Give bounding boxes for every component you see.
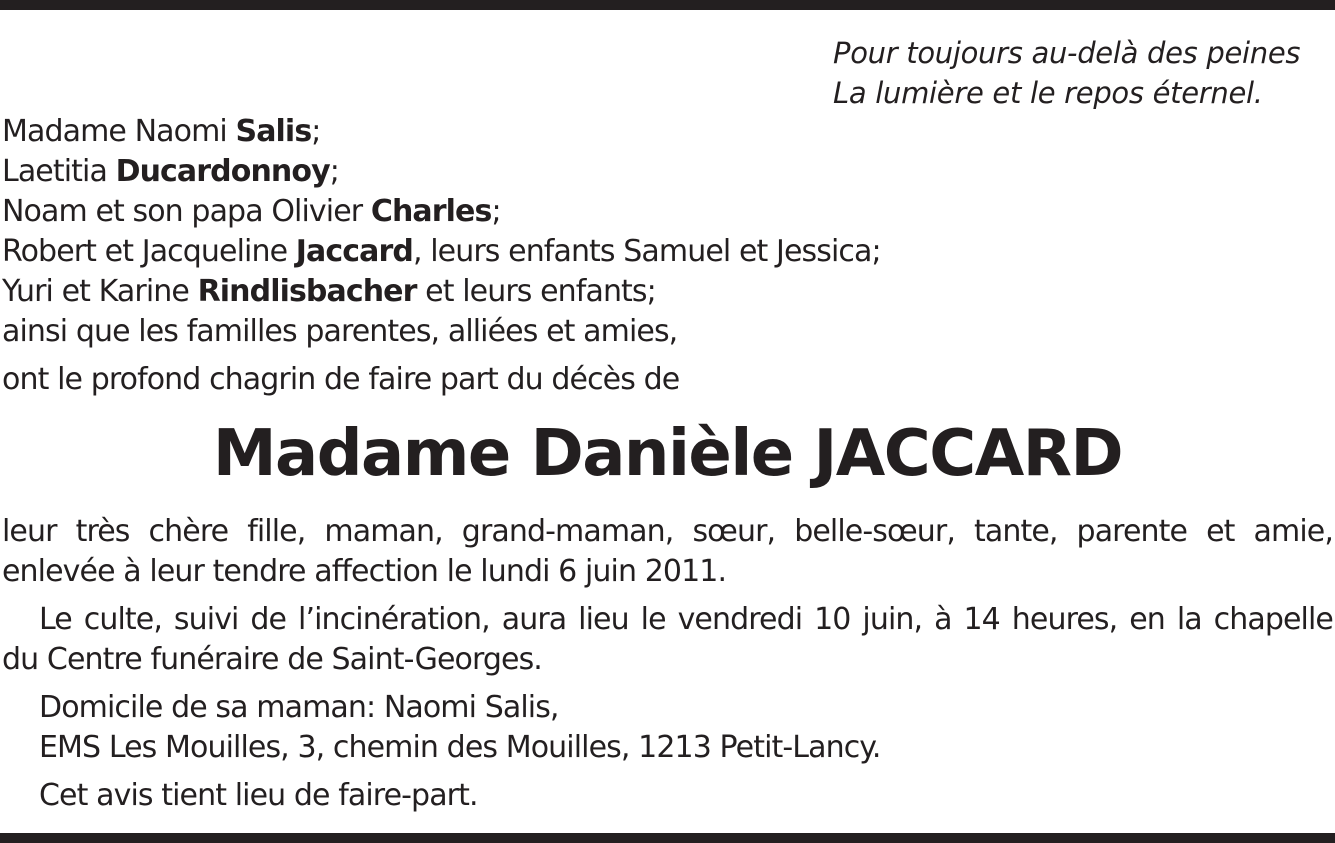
- family-text: ;: [311, 114, 321, 149]
- family-line: [2, 112, 1322, 152]
- family-text: ;: [329, 154, 339, 189]
- relation-line: leur très chère fille, maman, grand-maman, sœur, belle-sœur, tante, parente et amie,: [2, 514, 1333, 549]
- announcement: ont le profond chagrin de faire part du décès de: [2, 362, 680, 397]
- families-line: ainsi que les familles parentes, alliées et amies,: [2, 314, 678, 349]
- family-text: et leurs enfants;: [416, 274, 656, 309]
- notice-body: [2, 512, 1333, 816]
- bottom-rule: [0, 833, 1335, 843]
- closing-line: Cet avis tient lieu de faire-part.: [39, 778, 478, 813]
- family-line: [2, 272, 1322, 312]
- family-surname: Salis: [235, 114, 312, 149]
- family-text: Madame Naomi: [2, 114, 236, 149]
- ceremony-line: Le culte, suivi de l’incinération, aura lieu le vendredi 10 juin, à 14 heures, en la chapelle: [39, 602, 1333, 637]
- family-text: Robert et Jacqueline: [2, 234, 296, 269]
- relation-line: enlevée à leur tendre affection le lundi 6 juin 2011.: [2, 554, 727, 589]
- family-text: Laetitia: [2, 154, 116, 189]
- family-line: [2, 152, 1322, 192]
- family-text: Yuri et Karine: [2, 274, 198, 309]
- family-text: , leurs enfants Samuel et Jessica;: [412, 234, 881, 269]
- family-list: [2, 112, 1322, 400]
- family-text: Noam et son papa Olivier: [2, 194, 371, 229]
- family-text: ;: [491, 194, 501, 229]
- family-surname: Charles: [370, 194, 492, 229]
- family-surname: Ducardonnoy: [115, 154, 330, 189]
- domicile-line: Domicile de sa maman: Naomi Salis,: [39, 690, 559, 725]
- ceremony-line: du Centre funéraire de Saint-Georges.: [2, 642, 542, 677]
- epitaph-line: Pour toujours au-delà des peines: [833, 36, 1301, 70]
- family-surname: Jaccard: [295, 234, 413, 269]
- deceased-name: Madame Danièle JACCARD: [212, 417, 1123, 491]
- epitaph-line: La lumière et le repos éternel.: [833, 76, 1263, 110]
- family-surname: Rindlisbacher: [197, 274, 417, 309]
- top-rule: [0, 0, 1335, 10]
- family-line: [2, 192, 1322, 232]
- epitaph: [833, 33, 1333, 113]
- family-line: [2, 232, 1322, 272]
- domicile-line: EMS Les Mouilles, 3, chemin des Mouilles, 1213 Petit-Lancy.: [39, 730, 881, 765]
